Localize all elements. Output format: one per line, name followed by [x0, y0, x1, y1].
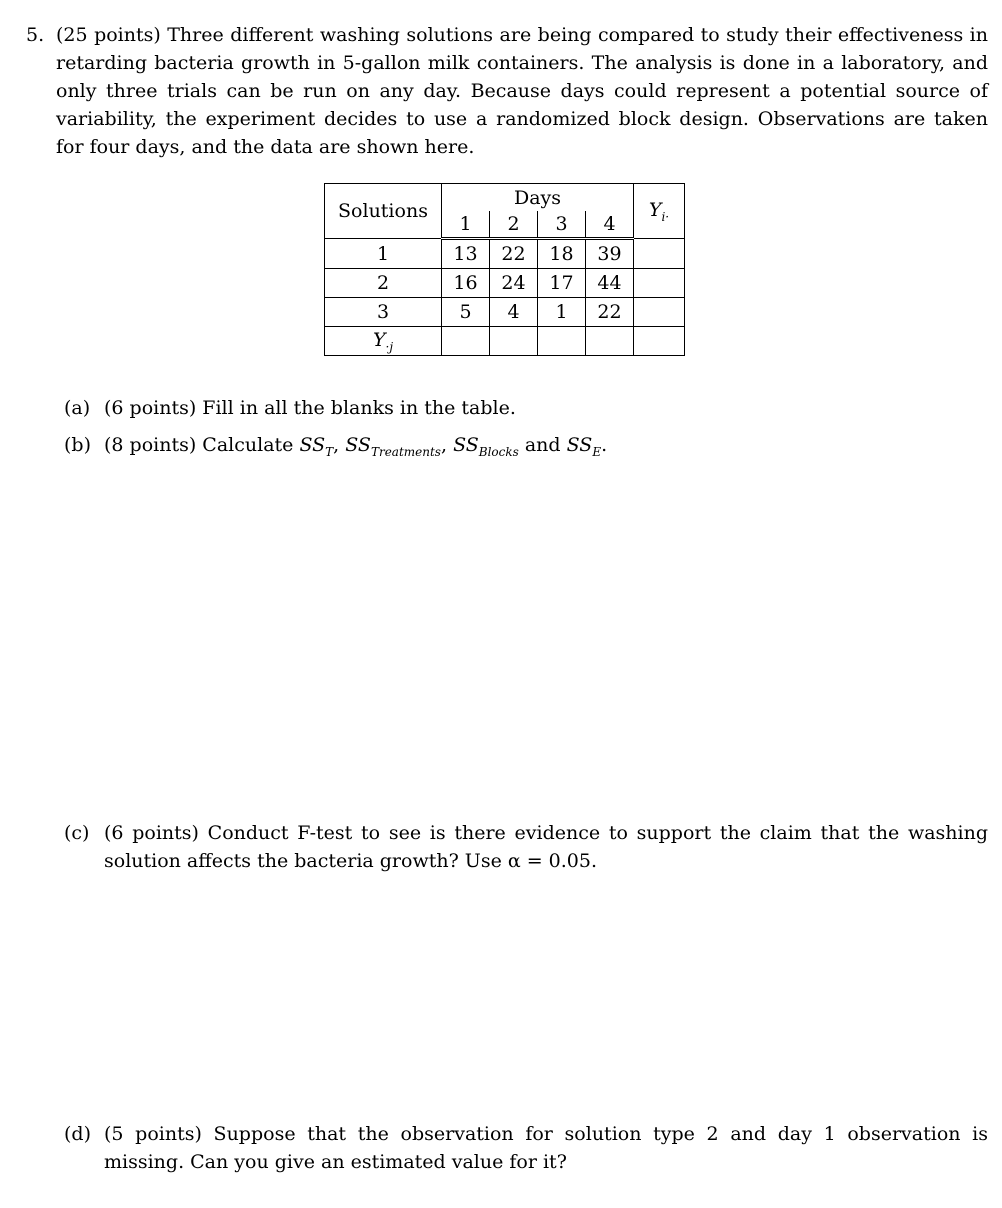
question-a-text: (6 points) Fill in all the blanks in the table.	[104, 397, 516, 419]
grand-total-blank	[634, 327, 685, 356]
column-total-blank	[490, 327, 538, 356]
row-total-blank	[634, 239, 685, 269]
data-cell: 22	[586, 298, 634, 327]
solution-label: 2	[325, 269, 442, 298]
solution-label: 1	[325, 239, 442, 269]
data-cell: 17	[538, 269, 586, 298]
data-cell: 5	[442, 298, 490, 327]
problem-statement	[26, 21, 988, 161]
solutions-header: Solutions	[325, 184, 442, 239]
row-total-blank	[634, 298, 685, 327]
table-row	[325, 239, 685, 269]
problem-number: 5.	[26, 24, 45, 46]
row-total-blank	[634, 269, 685, 298]
data-cell: 39	[586, 239, 634, 269]
days-header: Days	[442, 184, 634, 212]
question-a-label: (a)	[64, 397, 91, 419]
question-a	[64, 394, 988, 422]
data-cell: 24	[490, 269, 538, 298]
question-d-text: (5 points) Suppose that the observation for solution type 2 and day 1 observation is missing. Can you give an estimated value for it?	[104, 1123, 988, 1173]
question-b-text: (8 points) Calculate $SS_T$, $SS_{Treatments}$, $SS_{Blocks}$ and $SS_E$.	[104, 434, 608, 459]
data-cell: 22	[490, 239, 538, 269]
column-total-blank	[442, 327, 490, 356]
data-cell: 1	[538, 298, 586, 327]
data-cell: 44	[586, 269, 634, 298]
row-total-header: $Y_{i\cdot}$	[634, 184, 685, 239]
question-b	[64, 431, 988, 466]
data-cell: 16	[442, 269, 490, 298]
day-label-1: 1	[442, 211, 490, 239]
data-table	[324, 183, 685, 356]
question-c	[64, 819, 988, 875]
table-row	[325, 298, 685, 327]
day-label-2: 2	[490, 211, 538, 239]
data-cell: 18	[538, 239, 586, 269]
question-b-label: (b)	[64, 434, 91, 456]
question-c-label: (c)	[64, 822, 90, 844]
column-total-label: $Y_{\cdot j}$	[325, 327, 442, 356]
data-cell: 4	[490, 298, 538, 327]
column-total-blank	[586, 327, 634, 356]
table-row	[325, 269, 685, 298]
column-total-row	[325, 327, 685, 356]
question-c-text: (6 points) Conduct F-test to see is there evidence to support the claim that the washing solution affects the bacteria growth? Use α = 0.05.	[104, 822, 988, 872]
solution-label: 3	[325, 298, 442, 327]
question-d-label: (d)	[64, 1123, 91, 1145]
problem-intro: (25 points) Three different washing solutions are being compared to study their effectiveness in retarding bacteria growth in 5-gallon milk containers. The analysis is done in a laboratory, and only three trials can be run on any day. Because days could represent a potential source of variability, the experiment decides to use a randomized block design. Observations are taken for four days, and the data are shown here.	[56, 24, 988, 158]
data-cell: 13	[442, 239, 490, 269]
day-label-3: 3	[538, 211, 586, 239]
question-d	[64, 1120, 988, 1176]
day-label-4: 4	[586, 211, 634, 239]
column-total-blank	[538, 327, 586, 356]
